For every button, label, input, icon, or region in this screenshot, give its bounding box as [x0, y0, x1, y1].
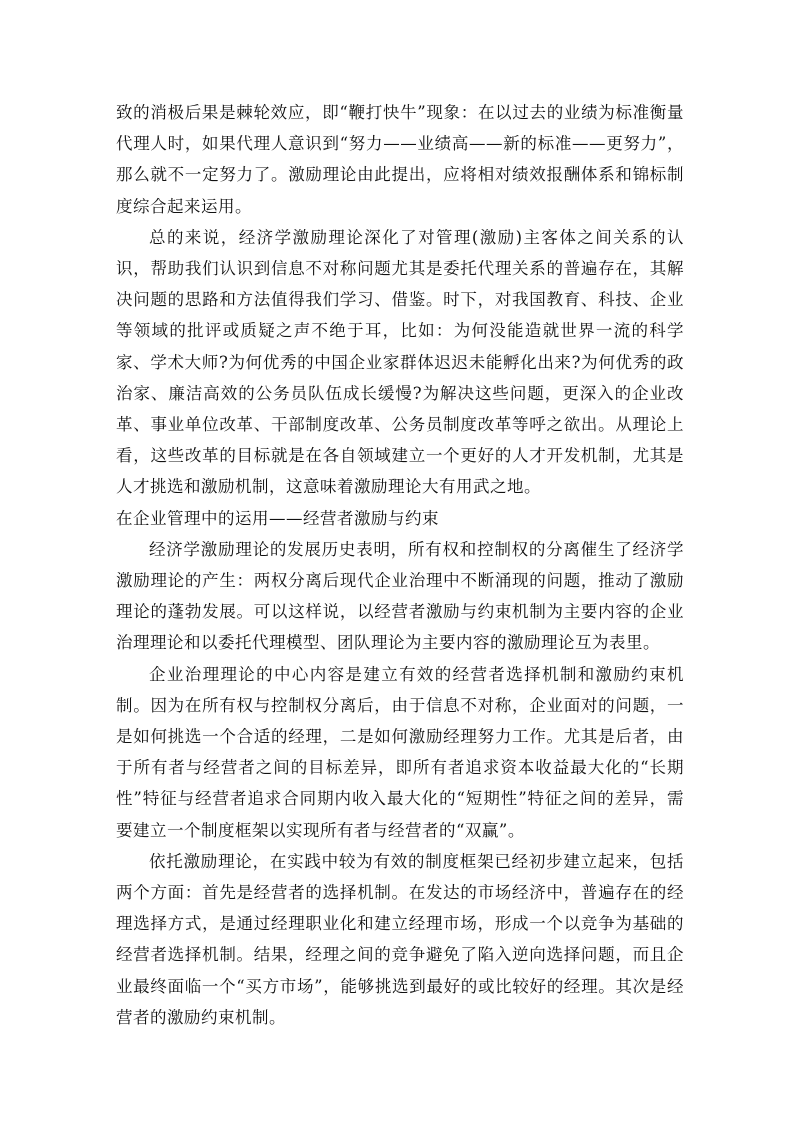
- paragraph-framework: 依托激励理论，在实践中较为有效的制度框架已经初步建立起来，包括两个方面：首先是经营者的选择机制。在发达的市场经济中，普遍存在的经理选择方式，是通过经理职业化和建立经理市场，形成一个以竞争为基础的经营者选择机制。结果，经理之间的竞争避免了陷入逆向选择问题，而且企业最终面临一个“买方市场”，能够挑选到最好的或比较好的经理。其次是经营者的激励约束机制。: [116, 851, 684, 1027]
- section-heading: 在企业管理中的运用——经营者激励与约束: [116, 508, 439, 528]
- document-page: [116, 97, 684, 1033]
- paragraph-summary: 总的来说，经济学激励理论深化了对管理(激励)主客体之间关系的认识，帮助我们认识到信息不对称问题尤其是委托代理关系的普遍存在，其解决问题的思路和方法值得我们学习、借鉴。时下，对我国教育、科技、企业等领域的批评或质疑之声不绝于耳，比如：为何没能造就世界一流的科学家、学术大师?为何优秀的中国企业家群体迟迟未能孵化出来?为何优秀的政治家、廉洁高效的公务员队伍成长缓慢?为解决这些问题，更深入的企业改革、事业单位改革、干部制度改革、公务员制度改革等呼之欲出。从理论上看，这些改革的目标就是在各自领域建立一个更好的人才开发机制，尤其是人才挑选和激励机制，这意味着激励理论大有用武之地。: [116, 227, 684, 497]
- paragraph-history: 经济学激励理论的发展历史表明，所有权和控制权的分离催生了经济学激励理论的产生：两权分离后现代企业治理中不断涌现的问题，推动了激励理论的蓬勃发展。可以这样说，以经营者激励与约束机制为主要内容的企业治理理论和以委托代理模型、团队理论为主要内容的激励理论互为表里。: [116, 539, 684, 653]
- paragraph-governance: 企业治理理论的中心内容是建立有效的经营者选择机制和激励约束机制。因为在所有权与控制权分离后，由于信息不对称，企业面对的问题，一是如何挑选一个合适的经理，二是如何激励经理努力工作。尤其是后者，由于所有者与经营者之间的目标差异，即所有者追求资本收益最大化的“长期性”特征与经营者追求合同期内收入最大化的“短期性”特征之间的差异，需要建立一个制度框架以实现所有者与经营者的“双赢”。: [116, 664, 684, 840]
- paragraph-continuation: 致的消极后果是棘轮效应，即“鞭打快牛”现象：在以过去的业绩为标准衡量代理人时，如果代理人意识到“努力——业绩高——新的标准——更努力”，那么就不一定努力了。激励理论由此提出，应将相对绩效报酬体系和锦标制度综合起来运用。: [116, 103, 684, 216]
